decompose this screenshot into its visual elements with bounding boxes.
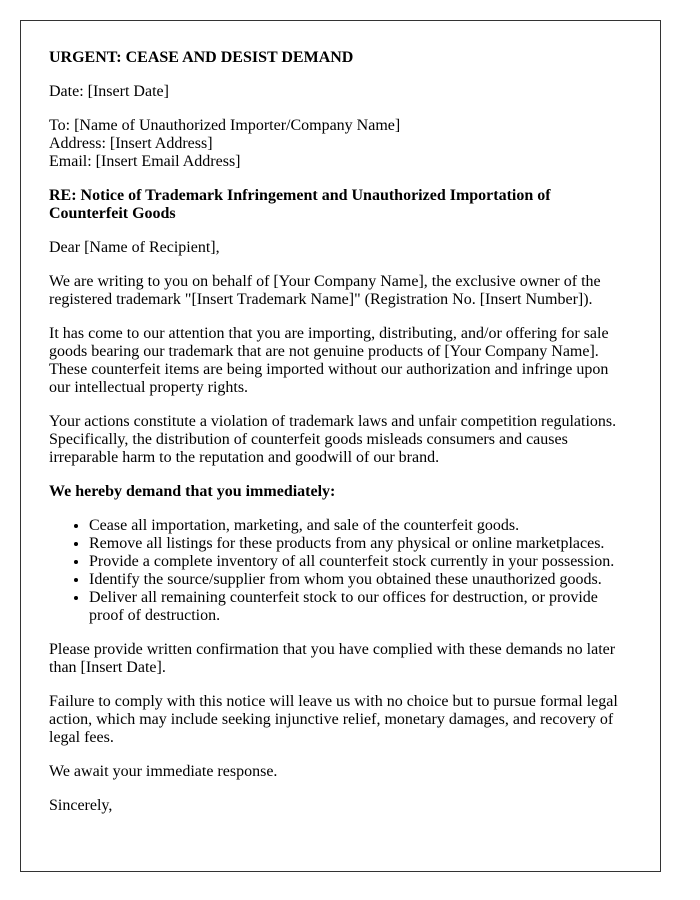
cease-and-desist-letter: [20, 20, 661, 872]
demand-list: [49, 517, 632, 625]
demand-heading: We hereby demand that you immediately:: [49, 483, 336, 500]
recipient-email: Email: [Insert Email Address]: [49, 153, 241, 170]
consequence-paragraph: Failure to comply with this notice will leave us with no choice but to pursue formal legal action, which may include seeking injunctive relief, monetary damages, and recovery of legal fees.: [49, 693, 618, 746]
demand-item: • Cease all importation, marketing, and sale of the counterfeit goods.: [89, 517, 632, 535]
recipient-block: [49, 117, 632, 171]
sign-off: Sincerely,: [49, 797, 113, 814]
recipient-to: To: [Name of Unauthorized Importer/Company Name]: [49, 117, 401, 134]
demand-item: • Identify the source/supplier from whom you obtained these unauthorized goods.: [89, 571, 632, 589]
subject-line: RE: Notice of Trademark Infringement and Unauthorized Importation of Counterfeit Goods: [49, 187, 551, 222]
letter-title: URGENT: CEASE AND DESIST DEMAND: [49, 49, 354, 66]
demand-item: • Deliver all remaining counterfeit stock to our offices for destruction, or provide proof of destruction.: [89, 589, 632, 625]
demand-item: • Remove all listings for these products from any physical or online marketplaces.: [89, 535, 632, 553]
confirmation-paragraph: Please provide written confirmation that you have complied with these demands no later than [Insert Date].: [49, 641, 616, 676]
date-line: Date: [Insert Date]: [49, 83, 169, 100]
paragraph-violation: Your actions constitute a violation of trademark laws and unfair competition regulations. Specifically, the distribution of counterfeit goods misleads consumers and causes irreparable harm to the reputation and goodwill of our brand.: [49, 413, 617, 466]
paragraph-ownership: We are writing to you on behalf of [Your Company Name], the exclusive owner of the registered trademark "[Insert Trademark Name]" (Registration No. [Insert Number]).: [49, 273, 601, 308]
document-viewport: [20, 20, 661, 814]
recipient-address: Address: [Insert Address]: [49, 135, 213, 152]
closing-request: We await your immediate response.: [49, 763, 278, 780]
salutation: Dear [Name of Recipient],: [49, 239, 220, 256]
demand-item: • Provide a complete inventory of all counterfeit stock currently in your possession.: [89, 553, 632, 571]
paragraph-infringement: It has come to our attention that you are importing, distributing, and/or offering for sale goods bearing our trademark that are not genuine products of [Your Company Name]. These counterfeit items are being imported without our authorization and infringe upon our intellectual property rights.: [49, 325, 609, 396]
